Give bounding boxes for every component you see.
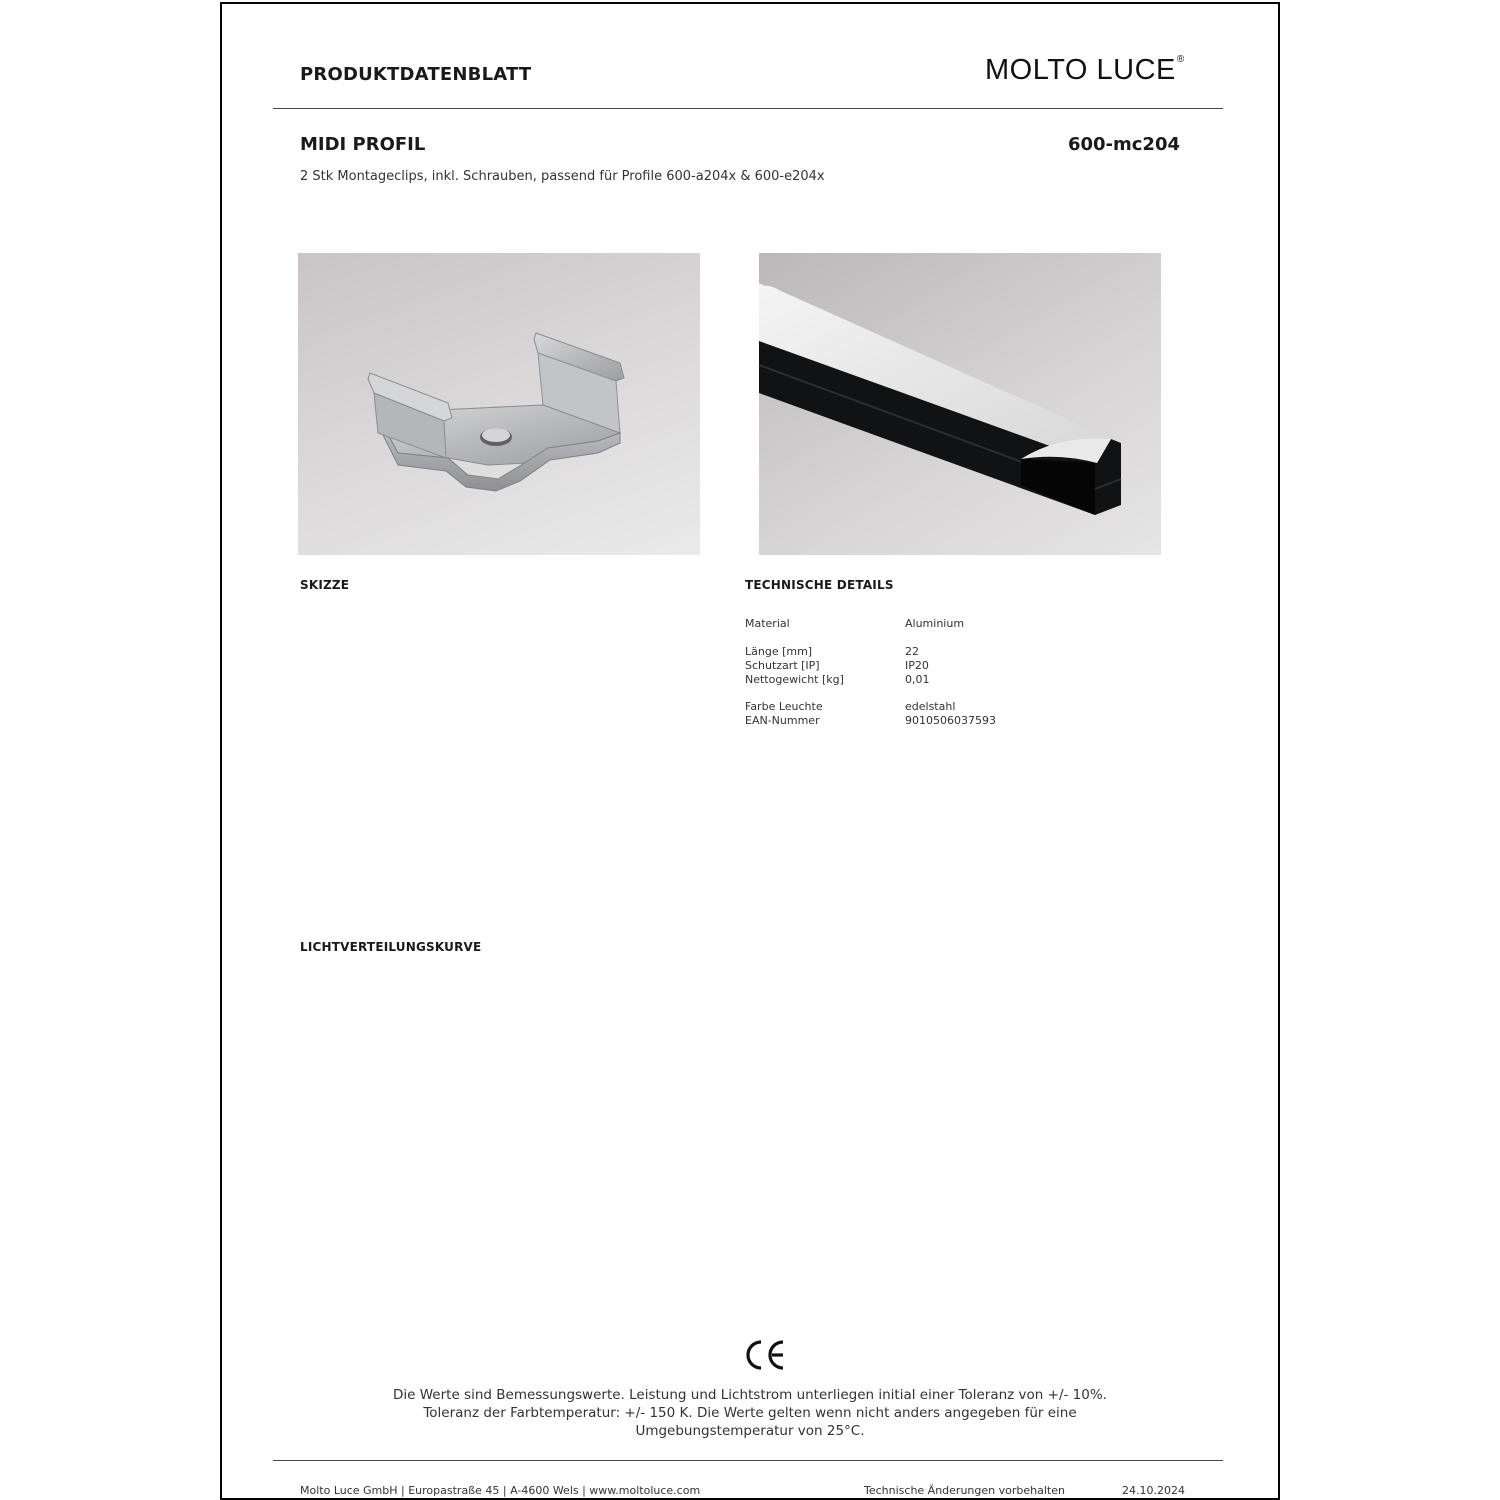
spec-value-weight: 0,01 bbox=[905, 673, 930, 686]
section-light-curve: LICHTVERTEILUNGSKURVE bbox=[300, 940, 482, 954]
footer-company: Molto Luce GmbH | Europastraße 45 | A-4600 Wels | www.moltoluce.com bbox=[300, 1484, 701, 1497]
logo-text: MOLTO LUCE bbox=[985, 54, 1176, 86]
disclaimer-line-3: Umgebungstemperatur von 25°C. bbox=[635, 1423, 865, 1439]
brand-logo bbox=[985, 54, 1185, 87]
ce-mark-icon bbox=[744, 1339, 788, 1375]
datasheet-page bbox=[220, 2, 1280, 1500]
disclaimer bbox=[320, 1386, 1180, 1440]
ce-mark-graphic bbox=[744, 1339, 788, 1371]
footer-note: Technische Änderungen vorbehalten bbox=[864, 1484, 1065, 1497]
spec-label-material: Material bbox=[745, 617, 790, 630]
product-description: 2 Stk Montageclips, inkl. Schrauben, passend für Profile 600-a204x & 600-e204x bbox=[300, 169, 825, 184]
product-name: MIDI PROFIL bbox=[300, 134, 426, 155]
section-technical-details: TECHNISCHE DETAILS bbox=[745, 578, 894, 592]
header-title: PRODUKTDATENBLATT bbox=[300, 64, 532, 85]
spec-label-length: Länge [mm] bbox=[745, 645, 813, 658]
section-sketch: SKIZZE bbox=[300, 578, 350, 592]
profile-illustration bbox=[759, 253, 1161, 555]
product-code: 600-mc204 bbox=[1067, 134, 1180, 155]
disclaimer-line-1: Die Werte sind Bemessungswerte. Leistung und Lichtstrom unterliegen initial einer Toleranz von +/- 10%. bbox=[393, 1387, 1107, 1403]
disclaimer-line-2: Toleranz der Farbtemperatur: +/- 150 K. Die Werte gelten wenn nicht anders angegeben für eine bbox=[423, 1405, 1077, 1421]
spec-label-ean: EAN-Nummer bbox=[745, 714, 820, 727]
clip-illustration bbox=[298, 253, 700, 555]
product-photo-profile bbox=[759, 253, 1161, 555]
spec-value-protection: IP20 bbox=[905, 659, 929, 672]
header-divider bbox=[273, 108, 1223, 109]
footer-date: 24.10.2024 bbox=[1122, 1484, 1185, 1497]
spec-value-color: edelstahl bbox=[905, 700, 956, 713]
spec-value-material: Aluminium bbox=[905, 617, 965, 630]
footer-divider bbox=[273, 1460, 1223, 1461]
logo-registered-mark: ® bbox=[1176, 54, 1185, 66]
spec-label-protection: Schutzart [IP] bbox=[745, 659, 820, 672]
spec-value-length: 22 bbox=[905, 645, 919, 658]
spec-label-color: Farbe Leuchte bbox=[745, 700, 823, 713]
product-photo-clip bbox=[298, 253, 700, 555]
spec-value-ean: 9010506037593 bbox=[905, 714, 996, 727]
spec-label-weight: Nettogewicht [kg] bbox=[745, 673, 844, 686]
